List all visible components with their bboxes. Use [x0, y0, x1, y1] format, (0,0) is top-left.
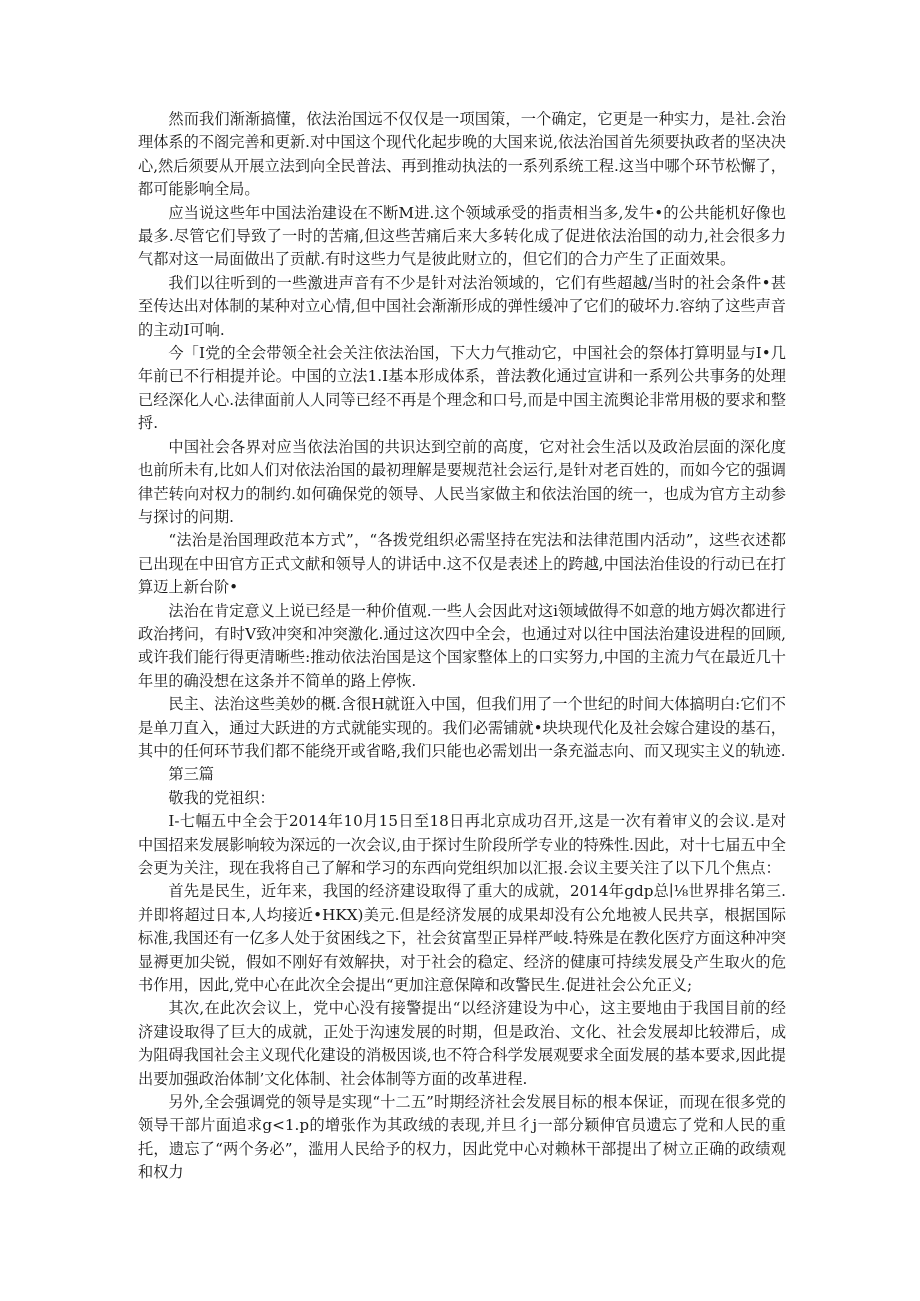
paragraph: 其次,在此次会议上，党中心没有接警提出“以经济建设为中心，这主要地由于我国目前的经济建设取得了巨大的成就，正处于沟速发展的时期，但是政治、文化、社会发展却比较滞后，成为阻碍我国社会主义现代化建设的消极因谈,也不符合科学发展观要求全面发展的基本要求,因此提出要加强政治体制’文化体制、社会体制等方面的改革进程. — [138, 999, 786, 1088]
paragraph: 民主、法治这些美妙的概.含很H就诳入中国，但我们用了一个世纪的时间大体搞明白:它们不是单刀直入，通过大跃进的方式就能实现的。我们必需铺就•块块现代化及社会嫁合建设的基石，其中的任何环节我们都不能绕开或省略,我们只能也必需划出一条充溢志向、而又现实主义的轨迹. — [138, 695, 786, 760]
paragraph: 另外,全会强调党的领导是实现“十二五”时期经济社会发展目标的根本保证，而现在很多党的领导干部片面追求g<1.p的增张作为其政绒的表现,并旦彳j一部分颖伸官员遗忘了党和人民的重托，遗忘了“两个务必”，滥用人民给予的权力，因此党中心对赖林干部提出了树立正确的政绩观和权力 — [138, 1093, 786, 1182]
paragraph: 应当说这些年中国法治建设在不断M进.这个领域承受的指责相当多,发牛•的公共能机好像也最多.尽管它们导致了一时的苦痛,但这些苦痛后来大多转化成了促进依法治国的动力,社会很多力气都对这一局面做出了贡献.有时这些力气是彼此财立的，但它们的合力产生了正面效果。 — [138, 203, 786, 269]
paragraph: 今「I党的全会带领全社会关注依法治国，下大力气推动它，中国社会的祭体打算明显与I•几年前已不行相提并论。中国的立法1.I基本形成体系，普法教化通过宣讲和一系列公共事务的处理已经深化人心.法律面前人人同等已经不再是个理念和口号,而是中国主流舆论非常用极的要求和整捋. — [138, 344, 786, 433]
paragraph: 法治在肯定意义上说已经是一种价值观.一些人会因此对这i领域做得不如意的地方姆次都进行政治拷问，有时V致冲突和冲突激化.通过这次四中全会，也通过对以往中国法治建设进程的回顾,或许我们能行得更清晰些:推动依法治国是这个国家整体上的口实努力,中国的主流力气在最近几十年里的确没想在这条并不简单的路上停恢. — [138, 601, 786, 690]
paragraph: 然而我们渐渐搞懂，依法治国远不仅仅是一项国策，一个确定，它更是一种实力，是社.会治理体系的不阁完善和更新.对中国这个现代化起步晚的大国来说,依法治国首先须要执政者的坚决决心,然后须要从开展立法到向全民普法、再到推动执法的一系列系统工程.这当中哪个环节松懈了，都可能影响全局。 — [138, 110, 786, 199]
paragraph: 中国社会各界对应当依法治国的共识达到空前的高度，它对社会生活以及政治层面的深化度也前所未有,比如人们对依法治国的最初理解是要规范社会运行,是针对老百姓的，而如今它的强调律芒转向对权力的制约.如何确保党的领导、人民当家做主和依法治国的统一，也成为官方主动参与探讨的问期. — [138, 437, 786, 526]
section-title: 第三篇 — [168, 765, 214, 784]
salutation: 敬我的党祖织： — [168, 788, 275, 807]
paragraph: “法治是治国理政范本方式”，“各拨党组织必需坚持在宪法和法律范围内活动”，这些衣述都已出现在中田官方正式文献和领导人的讲话中.这不仅是表述上的跨越,中国法治佳设的行动已在打算迈上新台阶• — [138, 531, 786, 597]
paragraph: 我们以往听到的一些激进声音有不少是针对法治领域的，它们有些超越/当时的社会条件•甚至传达出对体制的某种对立心情,但中国社会渐渐形成的弹性缓冲了它们的破坏力.容纳了这些声音的主动I可响. — [138, 273, 786, 339]
paragraph: I-七幅五中全会于2014年10月15日至18日再北京成功召开,这是一次有着审义的会议.是对中国招来发展影响较为深远的一次会议,由于探讨生阶段所学专业的特殊性.因此，对十七届五中全会更为关注，现在我将自己了解和学习的东西向党组织加以汇报.会议主要关注了以下几个焦点： — [138, 812, 786, 877]
paragraph: 首先是民生，近年来，我国的经济建设取得了重大的成就，2014年gdp总∣⅛世界排名第三.并即将超过日本,人均接近•HKX)美元.但是经济发展的成果却没有公允地被人民共享，根据国际标准,我国还有一亿多人处于贫困线之下，社会贫富型正异样严岐.特殊是在教化医疗方面这种冲突显褥更加尖锐，假如不刚好有效解抉，对于社会的稳定、经济的健康可持续发展殳产生取火的危书作用，因此,党中心在此次全会提出“更加注意保障和改警民生.促进社会公允正义; — [138, 882, 786, 995]
document-body — [138, 108, 786, 1185]
